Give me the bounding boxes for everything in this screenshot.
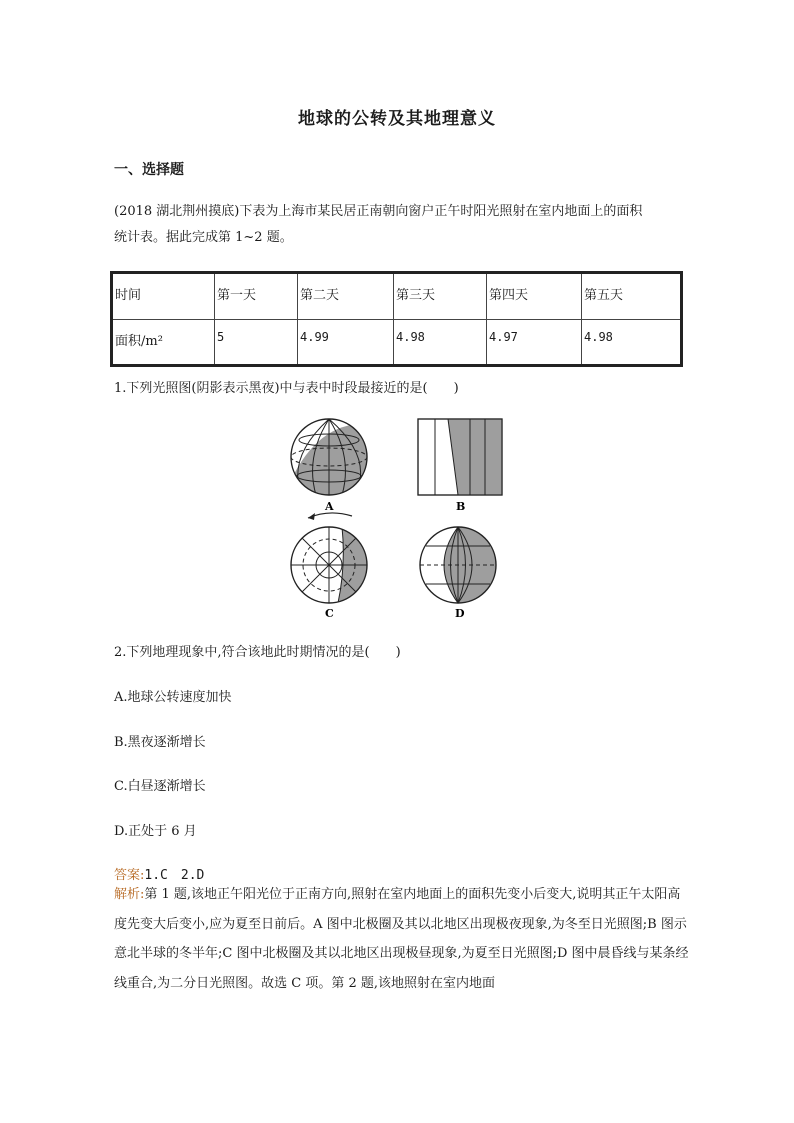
table-row [112,319,682,366]
explanation-paragraph [114,880,689,998]
figure-b-map [418,419,502,495]
figure-label-d: D [455,607,465,620]
table-cell: 4.98 [394,319,487,366]
intro-line-1: (2018 湖北荆州摸底)下表为上海市某民居正南朝向窗户正午时阳光照射在室内地面上的面积 [114,204,643,219]
table-header-cell: 第三天 [394,273,487,320]
table-header-cell: 第二天 [298,273,394,320]
option-d: D.正处于 6 月 [114,824,197,839]
question-1: 1.下列光照图(阴影表示黑夜)中与表中时段最接近的是( ) [114,381,459,396]
question-2: 2.下列地理现象中,符合该地此时期情况的是( ) [114,645,401,660]
intro-line-2: 统计表。据此完成第 1~2 题。 [114,230,293,245]
answer-label: 答案: [114,868,145,883]
answer-value: 1.C 2.D [144,868,205,883]
table-row-label: 面积/m² [112,319,215,366]
table-cell: 5 [215,319,298,366]
section-heading: 一、选择题 [114,162,184,178]
table-header-row [112,273,682,320]
figure-d-globe [410,520,510,620]
area-table [110,271,683,367]
explanation-text: 第 1 题,该地正午阳光位于正南方向,照射在室内地面上的面积先变小后变大,说明其正午太阳高度先变大后变小,应为夏至日前后。A 图中北极圈及其以北地区出现极夜现象,为冬至日光照图;B 图示意北半球的冬半年;C 图中北极圈及其以北地区出现极昼现象,为夏至日光照图;D 图中晨昏线与某条经线重合,为二分日光照图。故选 C 项。第 2 题,该地照射在室内地面 [114,887,689,991]
table-header-cell: 第一天 [215,273,298,320]
table-header-cell: 时间 [112,273,215,320]
figure-a-globe [280,410,380,510]
figure-label-c: C [325,607,334,620]
explanation-label: 解析: [114,887,145,902]
table-header-cell: 第五天 [582,273,682,320]
table-cell: 4.97 [487,319,582,366]
figure-label-a: A [325,500,334,513]
option-c: C.白昼逐渐增长 [114,779,206,794]
table-cell: 4.99 [298,319,394,366]
page-title: 地球的公转及其地理意义 [298,109,496,129]
illumination-figures [280,410,510,620]
intro-text [114,199,689,251]
option-a: A.地球公转速度加快 [114,690,232,705]
table-header-cell: 第四天 [487,273,582,320]
table-cell: 4.98 [582,319,682,366]
option-b: B.黑夜逐渐增长 [114,735,206,750]
figure-c-polar [280,513,380,620]
figure-label-b: B [456,500,466,513]
